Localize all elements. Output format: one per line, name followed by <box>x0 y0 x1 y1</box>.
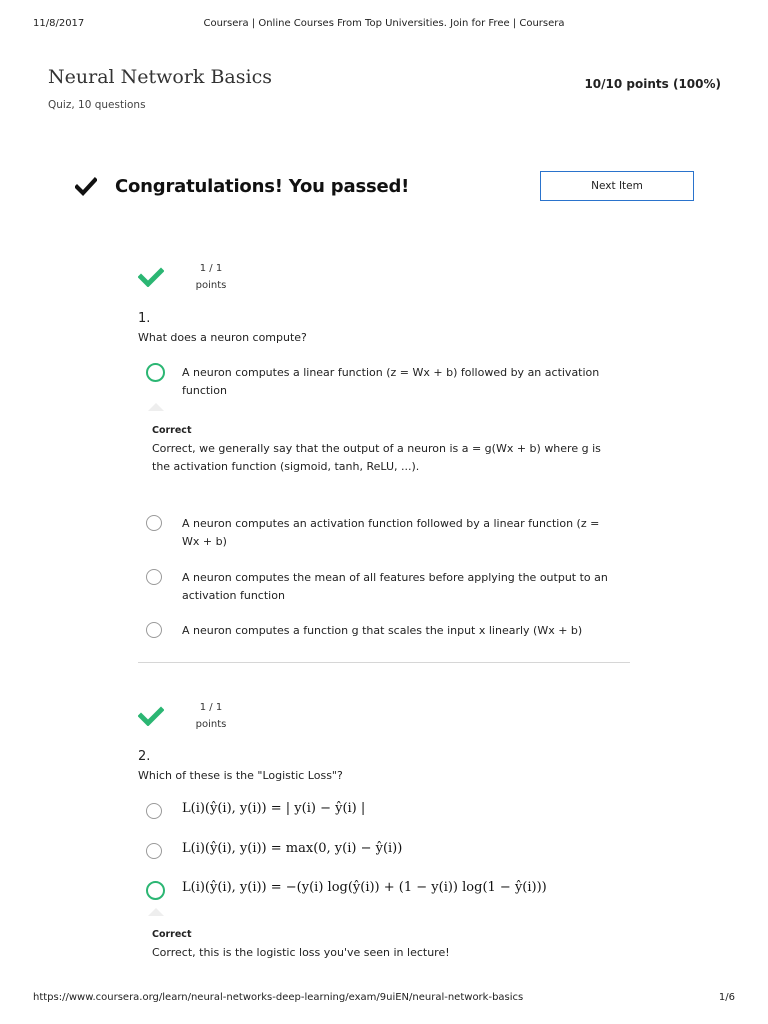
radio-button[interactable] <box>146 622 162 638</box>
radio-button[interactable] <box>146 569 162 585</box>
radio-button[interactable] <box>146 803 162 819</box>
quiz-score: 10/10 points (100%) <box>584 77 721 91</box>
points-value: 1 / 1 <box>199 702 223 713</box>
print-page-title: Coursera | Online Courses From Top Universities. Join for Free | Coursera <box>203 18 565 29</box>
radio-button[interactable] <box>146 515 162 531</box>
feedback-box <box>152 929 612 962</box>
feedback-label: Correct <box>152 929 192 940</box>
feedback-pointer <box>148 403 164 411</box>
radio-button-selected[interactable] <box>146 881 165 900</box>
option-text: A neuron computes a linear function (z = Wx + b) followed by an activation function <box>182 366 600 397</box>
print-url: https://www.coursera.org/learn/neural-networks-deep-learning/exam/9uiEN/neural-network-basics <box>33 992 524 1003</box>
question-text: What does a neuron compute? <box>138 331 307 344</box>
radio-button[interactable] <box>146 843 162 859</box>
points-value: 1 / 1 <box>199 263 223 274</box>
correct-check-icon <box>138 267 164 287</box>
quiz-subtitle: Quiz, 10 questions <box>48 99 146 111</box>
quiz-title: Neural Network Basics <box>48 66 272 88</box>
question-text: Which of these is the "Logistic Loss"? <box>138 769 343 782</box>
option-formula: L(i)(ŷ(i), y(i)) = max(0, y(i) − ŷ(i)) <box>182 841 403 856</box>
pass-message: Congratulations! You passed! <box>115 176 410 197</box>
radio-button-selected[interactable] <box>146 363 165 382</box>
option-text: A neuron computes the mean of all features before applying the output to an activation function <box>182 571 608 602</box>
question-number: 2. <box>138 749 151 764</box>
next-item-button[interactable]: Next Item <box>540 171 694 201</box>
feedback-pointer <box>148 908 164 916</box>
option-formula: L(i)(ŷ(i), y(i)) = | y(i) − ŷ(i) | <box>182 801 366 816</box>
correct-check-icon <box>138 706 164 726</box>
print-date: 11/8/2017 <box>33 18 85 29</box>
print-page-number: 1/6 <box>718 992 735 1003</box>
points-label: points <box>195 719 227 730</box>
checkmark-icon <box>75 177 97 197</box>
question-points <box>191 699 231 733</box>
question-number: 1. <box>138 311 151 326</box>
question-divider <box>138 662 630 663</box>
feedback-box <box>152 425 612 476</box>
option-formula: L(i)(ŷ(i), y(i)) = −(y(i) log(ŷ(i)) + (1 − y(i)) log(1 − ŷ(i))) <box>182 880 547 895</box>
points-label: points <box>195 280 227 291</box>
option-text: A neuron computes a function g that scales the input x linearly (Wx + b) <box>182 624 583 637</box>
feedback-label: Correct <box>152 425 192 436</box>
question-points <box>191 260 231 294</box>
feedback-text: Correct, this is the logistic loss you've seen in lecture! <box>152 946 450 959</box>
option-text: A neuron computes an activation function followed by a linear function (z = Wx + b) <box>182 517 600 548</box>
feedback-text: Correct, we generally say that the output of a neuron is a = g(Wx + b) where g is the activation function (sigmoid, tanh, ReLU, ...). <box>152 442 601 473</box>
